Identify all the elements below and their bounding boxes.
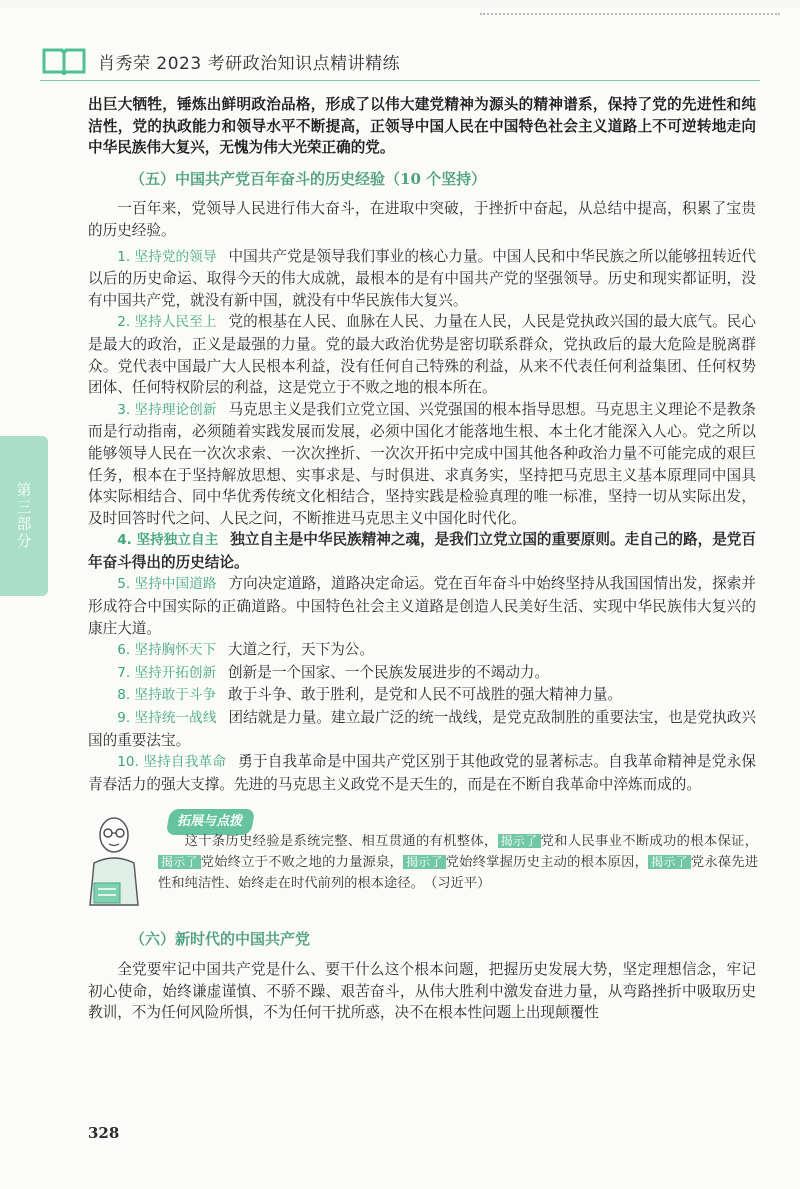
side-tab-label: 第三部分: [14, 482, 33, 550]
item-text: 独立自主是中华民族精神之魂，是我们立党立国的重要原则。走自己的路，是党百年奋斗得出的历史结论。: [88, 531, 756, 571]
intro-paragraph: 出巨大牺牲，锤炼出鲜明政治品格，形成了以伟大建党精神为源头的精神谱系，保持了党的先进性和纯洁性，党的执政能力和领导水平不断提高，正领导中国人民在中国特色社会主义道路上不可逆转地走向中华民族伟大复兴，无愧为伟大光荣正确的党。: [88, 96, 756, 157]
section-6-title: （六）新时代的中国共产党: [130, 930, 311, 949]
item-label: 9. 坚持统一战线: [117, 710, 217, 727]
callout-box: [88, 809, 759, 919]
list-item: [88, 573, 756, 639]
callout-text-part: 党始终掌握历史主动的根本原因，: [445, 855, 649, 871]
callout-source: （习近平）: [430, 876, 491, 892]
section-5-title: （五）中国共产党百年奋斗的历史经验（10 个坚持）: [130, 169, 487, 188]
callout-text-part: 党永葆先进性和纯洁性、始终走在时代前列的根本途径。: [158, 855, 759, 892]
item-label: 8. 坚持敢于斗争: [117, 687, 217, 704]
page-number: 328: [88, 1124, 120, 1142]
highlight-tag: 揭示了: [158, 855, 201, 869]
list-item: [88, 639, 756, 662]
header-rule: [40, 80, 760, 81]
callout-badge: 拓展与点拨: [166, 809, 256, 835]
item-text: 勇于自我革命是中国共产党区别于其他政党的显著标志。自我革命精神是党永保青春活力的强大支撑。先进的马克思主义政党不是天生的，而是在不断自我革命中淬炼而成的。: [88, 753, 756, 793]
portrait-illustration-icon: [84, 813, 144, 909]
list-item: [88, 246, 756, 312]
callout-text-part: 党和人民事业不断成功的根本保证，: [540, 834, 758, 850]
item-text: 马克思主义是我们立党立国、兴党强国的根本指导思想。马克思主义理论不是教条而是行动指南，必须随着实践发展而发展，必须中国化才能落地生根、本土化才能深入人心。党之所以能够领导人民在一次次求索、一次次挫折、一次次开拓中完成中国其他各种政治力量不可能完成的艰巨任务，根本在于坚持解放思想、实事求是、与时俱进、求真务实，坚持把马克思主义基本原理同中国具体实际相结合、同中华优秀传统文化相结合，坚持实践是检验真理的唯一标准，坚持一切从实际出发，及时回答时代之问、人民之问，不断推进马克思主义中国化时代化。: [88, 400, 756, 527]
item-label: 2. 坚持人民至上: [117, 314, 217, 331]
list-item: [88, 529, 756, 573]
list-item: [88, 751, 756, 795]
item-label: 7. 坚持开拓创新: [117, 664, 217, 681]
item-label: 10. 坚持自我革命: [117, 754, 227, 771]
item-text: 大道之行，天下为公。: [228, 641, 374, 659]
callout-text-part: 党始终立于不败之地的力量源泉，: [200, 855, 404, 871]
item-text: 创新是一个国家、一个民族发展进步的不竭动力。: [228, 663, 550, 681]
item-text: 敢于斗争、敢于胜利，是党和人民不可战胜的强大精神力量。: [228, 686, 623, 704]
list-item: [88, 399, 756, 530]
list-item: [88, 684, 756, 707]
section-6-paragraph: 全党要牢记中国共产党是什么、要干什么这个根本问题，把握历史发展大势，坚定理想信念，牢记初心使命，始终谦虚谨慎、不骄不躁、艰苦奋斗，从伟大胜利中激发奋进力量，从弯路挫折中吸取历史教训，不为任何风险所惧，不为任何干扰所惑，决不在根本性问题上出现颠覆性: [88, 961, 756, 1022]
item-label: 3. 坚持理论创新: [117, 401, 217, 418]
item-text: 方向决定道路，道路决定命运。党在百年奋斗中始终坚持从我国国情出发，探索并形成符合中国实际的正确道路。中国特色社会主义道路是创造人民美好生活、实现中华民族伟大复兴的康庄大道。: [88, 575, 756, 637]
top-edge: [0, 0, 800, 8]
book-icon: [40, 47, 88, 75]
list-item: [88, 662, 756, 685]
item-label: 5. 坚持中国道路: [117, 576, 217, 593]
item-label: 4. 坚持独立自主: [117, 532, 219, 549]
side-tab[interactable]: [0, 436, 48, 596]
callout-text: [158, 831, 758, 894]
highlight-tag: 揭示了: [648, 855, 691, 869]
header-title: 肖秀荣 2023 考研政治知识点精讲精练: [98, 53, 401, 74]
highlight-tag: 揭示了: [498, 834, 541, 848]
page-content: [88, 94, 759, 1024]
list-item: [88, 311, 756, 398]
section-5-lead: 一百年来，党领导人民进行伟大奋斗，在进取中突破，于挫折中奋起，从总结中提高，积累了宝贵的历史经验。: [88, 200, 756, 239]
highlight-tag: 揭示了: [403, 855, 446, 869]
item-text: 中国共产党是领导我们事业的核心力量。中国人民和中华民族之所以能够扭转近代以后的历史命运、取得今天的伟大成就，最根本的是有中国共产党的坚强领导。历史和现实都证明，没有中国共产党，就没有新中国，就没有中华民族伟大复兴。: [88, 247, 756, 309]
item-text: 党的根基在人民、血脉在人民、力量在人民，人民是党执政兴国的最大底气。民心是最大的政治，正义是最强的力量。党的最大政治优势是密切联系群众，党执政后的最大危险是脱离群众。党代表中国最广大人民根本利益，没有任何自己特殊的利益，从来不代表任何利益集团、任何权势团体、任何特权阶层的利益，这是党立于不败之地的根本所在。: [88, 313, 756, 397]
callout-text-part: 这十条历史经验是系统完整、相互贯通的有机整体，: [184, 834, 498, 850]
page-header: [40, 44, 400, 78]
item-label: 6. 坚持胸怀天下: [117, 642, 217, 659]
item-label: 1. 坚持党的领导: [117, 248, 217, 265]
item-text: 团结就是力量。建立最广泛的统一战线，是党克敌制胜的重要法宝，也是党执政兴国的重要法宝。: [88, 709, 756, 749]
list-item: [88, 707, 756, 751]
